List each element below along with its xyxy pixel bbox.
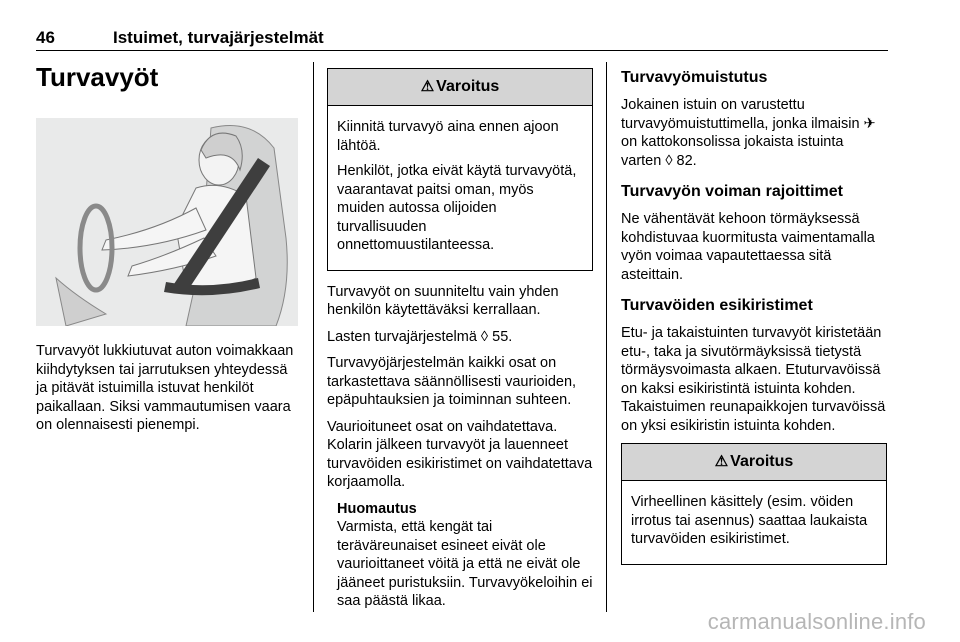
page-number: 46 bbox=[36, 28, 55, 47]
intro-paragraph: Turvavyöt lukkiutuvat auton voimakkaan kiihdytyksen tai jarrutuksen yhteydessä ja pitävät istuimilla istuvat henkilöt paikallaan. Siksi vammautumisen vaara on olennaisesti pienempi. bbox=[36, 343, 294, 433]
warning-triangle-icon: ⚠ bbox=[420, 78, 435, 95]
seatbelt-illustration bbox=[36, 118, 298, 326]
body-paragraph: Turvavyöt on suunniteltu vain yhden henkilön käytettäväksi kerrallaan. bbox=[327, 283, 559, 318]
section-heading: Turvavyömuistutus bbox=[621, 69, 768, 86]
column-divider bbox=[313, 62, 314, 612]
warning-header bbox=[328, 69, 592, 106]
column-divider bbox=[606, 62, 607, 612]
warning-text: Henkilöt, jotka eivät käytä turvavyötä, vaarantavat paitsi oman, myös muiden autossa olijoiden turvallisuuden onnettomuustilanteessa. bbox=[337, 163, 577, 253]
note-block bbox=[327, 500, 593, 611]
section-title: Turvavyöt bbox=[36, 62, 159, 92]
warning-box bbox=[327, 68, 593, 271]
page-header bbox=[36, 26, 888, 51]
column-3 bbox=[621, 68, 887, 577]
section-heading: Turvavöiden esikiristimet bbox=[621, 297, 813, 314]
body-paragraph: Turvavyöjärjestelmän kaikki osat on tarkastettava säännöllisesti vaurioiden, epäpuhtauksien ja toiminnan suhteen. bbox=[327, 355, 577, 408]
note-text: Varmista, että kengät tai teräväreunaiset esineet eivät ole vaurioittaneet vöitä ja että ne eivät ole jääneet puristuksiin. Turvavyökeloihin ei saa päästä likaa. bbox=[337, 519, 593, 609]
warning-text: Virheellinen käsittely (esim. vöiden irrotus tai asennus) saattaa laukaista turvavöiden esikiristimet. bbox=[631, 494, 868, 547]
watermark: carmanualsonline.info bbox=[707, 609, 926, 634]
warning-header bbox=[622, 444, 886, 481]
body-paragraph: Vaurioituneet osat on vaihdatettava. Kolarin jälkeen turvavyöt ja lauenneet turvavöiden esikiristimet on vaihdatettava korjaamolla. bbox=[327, 418, 593, 490]
note-title: Huomautus bbox=[337, 500, 417, 517]
column-1 bbox=[36, 118, 298, 443]
body-paragraph: Ne vähentävät kehoon törmäyksessä kohdistuvaa kuormitusta vaimentamalla vyön voimaa vapautettaessa sitä asteittain. bbox=[621, 211, 875, 283]
column-2 bbox=[327, 68, 593, 611]
warning-text: Kiinnitä turvavyö aina ennen ajoon lähtöä. bbox=[337, 119, 559, 154]
body-paragraph: Jokainen istuin on varustettu turvavyömuistuttimella, jonka ilmaisin ✈ on kattokonsolissa jokaista istuinta varten ◊ 82. bbox=[621, 97, 876, 169]
body-paragraph: Etu- ja takaistuinten turvavyöt kiristetään etu-, taka ja sivutörmäyksissä tietystä törmäysvoimasta alkaen. Etuturvavöissä on kaksi esikiristintä istuinta kohden. Takaistuimen reunapaikkojen turvavöissä on yksi esikiristin istuinta kohden. bbox=[621, 325, 886, 434]
section-heading: Turvavyön voiman rajoittimet bbox=[621, 183, 843, 200]
warning-title: Varoitus bbox=[730, 453, 794, 470]
warning-triangle-icon: ⚠ bbox=[714, 453, 729, 470]
body-paragraph: Lasten turvajärjestelmä ◊ 55. bbox=[327, 328, 513, 345]
warning-box bbox=[621, 443, 887, 565]
chapter-title: Istuimet, turvajärjestelmät bbox=[113, 28, 324, 47]
warning-title: Varoitus bbox=[436, 78, 500, 95]
